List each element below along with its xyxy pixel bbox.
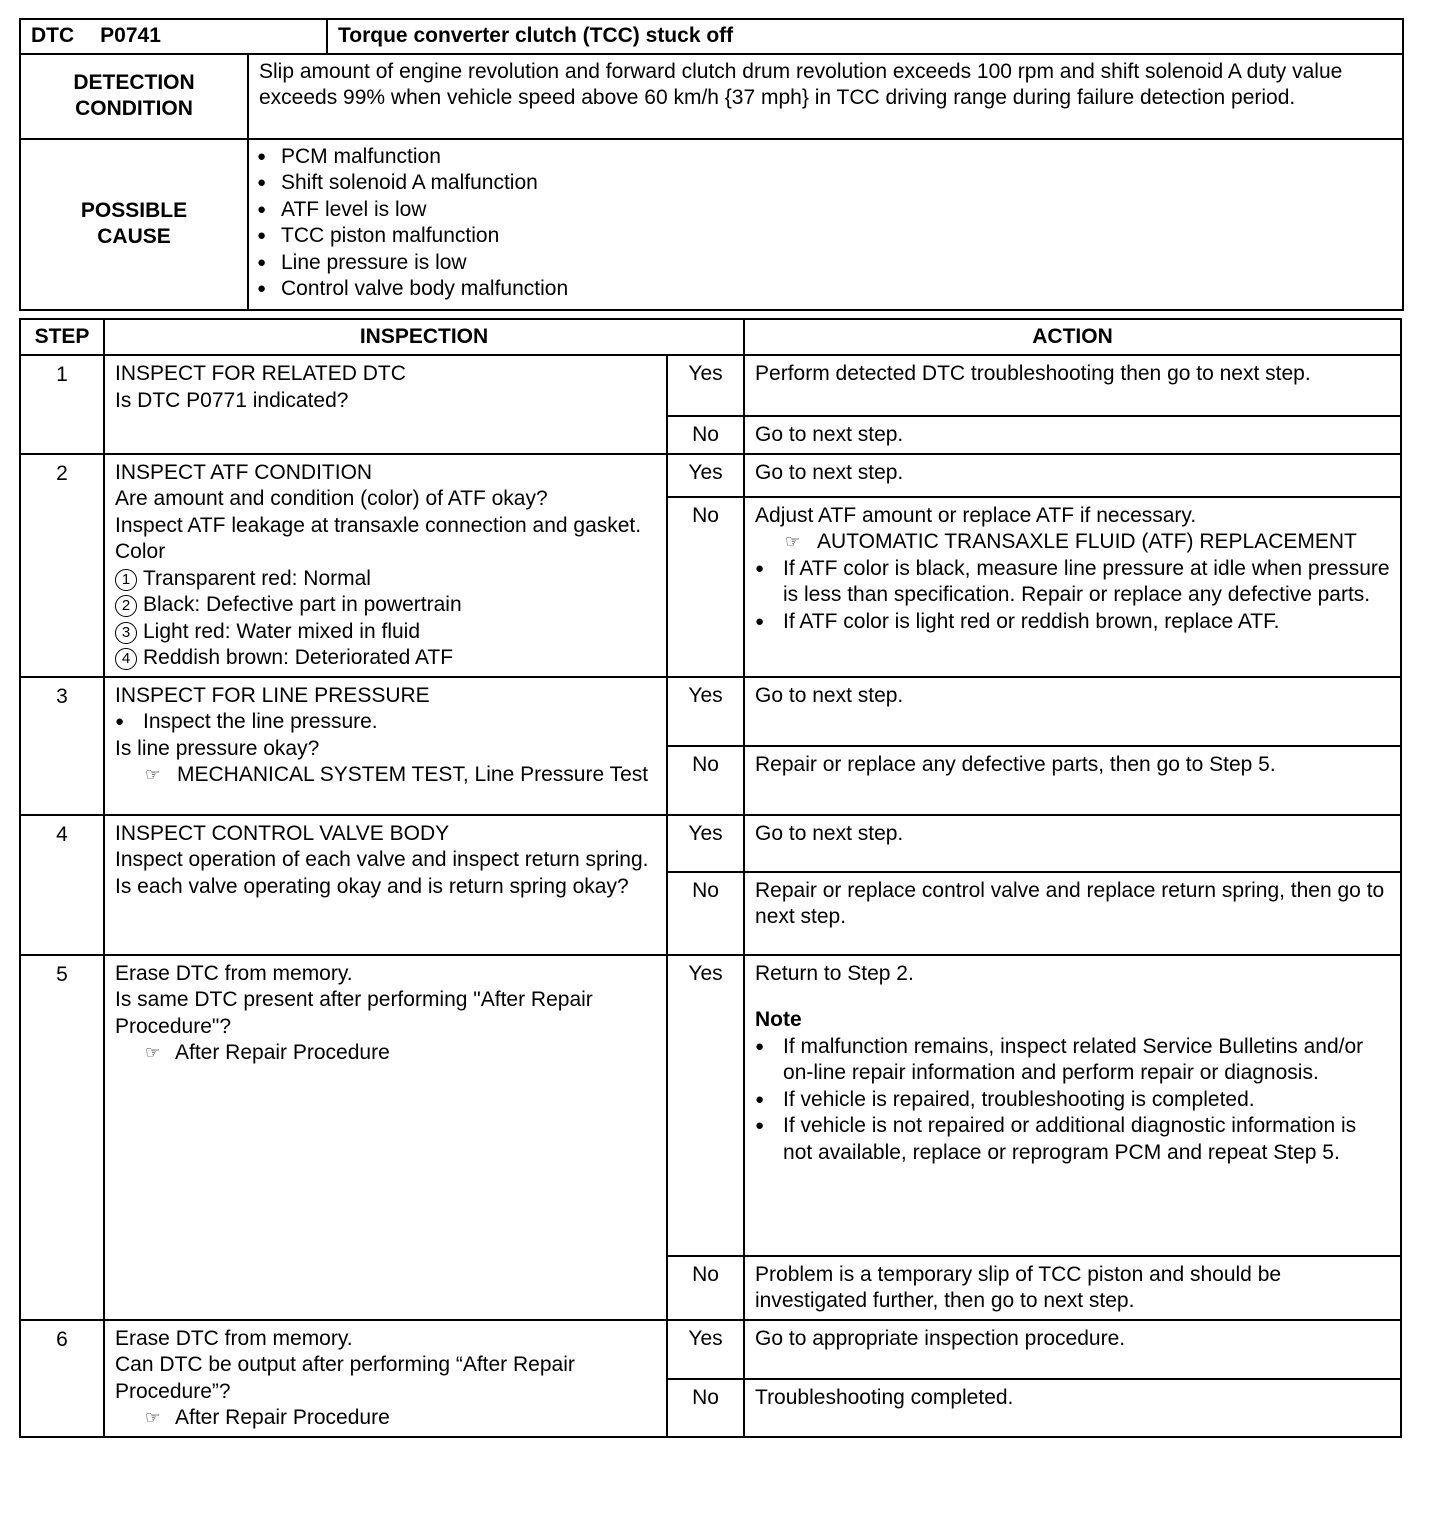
no-action: Repair or replace control valve and replace return spring, then go to next step. (744, 872, 1401, 955)
no-action: Go to next step. (744, 416, 1401, 454)
yes-label: Yes (667, 677, 744, 746)
yes-action: Go to next step. (744, 815, 1401, 872)
detection-condition-label: DETECTION CONDITION (20, 54, 248, 139)
cause-item: ● ATF level is low (251, 197, 1392, 224)
cause-item: ● TCC piston malfunction (251, 223, 1392, 250)
no-action: Problem is a temporary slip of TCC piston and should be investigated further, then go to next step. (744, 1256, 1401, 1320)
no-label: No (667, 746, 744, 815)
yes-action: Go to next step. (744, 677, 1401, 746)
step-number: 6 (20, 1320, 104, 1437)
note-heading: Note (755, 1008, 802, 1031)
table-row (20, 454, 1401, 497)
reference-icon: ☞ (785, 532, 801, 551)
yes-label: Yes (667, 355, 744, 416)
table-row (20, 1320, 1401, 1380)
action-bullet: ● If ATF color is light red or reddish brown, replace ATF. (755, 609, 1390, 636)
col-step-header: STEP (20, 319, 104, 355)
step-inspection: INSPECT CONTROL VALVE BODY Inspect operation of each valve and inspect return spring. Is each valve operating okay and is return spring okay? (104, 815, 667, 955)
step-inspection: Erase DTC from memory. Is same DTC present after performing "After Repair Procedure"? ☞ After Repair Procedure (104, 955, 667, 1320)
step-number: 5 (20, 955, 104, 1320)
yes-label: Yes (667, 815, 744, 872)
table-row (20, 355, 1401, 416)
action-bullet: ● If ATF color is black, measure line pressure at idle when pressure is less than specification. Repair or replace any defective parts. (755, 556, 1390, 609)
cause-item: ● Shift solenoid A malfunction (251, 170, 1392, 197)
dtc-title: Torque converter clutch (TCC) stuck off (327, 19, 1403, 54)
reference-link: MECHANICAL SYSTEM TEST, Line Pressure Test (177, 763, 649, 786)
note-bullet: ● If malfunction remains, inspect related Service Bulletins and/or on-line repair information and perform repair or diagnosis. (755, 1034, 1390, 1087)
possible-cause-list (251, 144, 1392, 303)
reference-link: After Repair Procedure (175, 1406, 390, 1429)
yes-action: Go to appropriate inspection procedure. (744, 1320, 1401, 1380)
step-inspection: INSPECT ATF CONDITION Are amount and condition (color) of ATF okay? Inspect ATF leakage at transaxle connection and gasket. Color 1 Transparent red: Normal 2 Black: Defective part in powertrain 3 Light red: Water mixed in fluid 4 Reddish brown: Deteriorated ATF (104, 454, 667, 677)
circled-number: 1 (115, 569, 137, 591)
yes-action: Return to Step 2. Note ● If malfunction remains, inspect related Service Bulletins and/or on-line repair information and perform repair or diagnosis. ● If vehicle is repaired, troubleshooting is completed. ● If vehicle is not repaired or additional diagnostic information is not available, replace or reprogram PCM and repeat Step 5. (744, 955, 1401, 1256)
step-number: 3 (20, 677, 104, 815)
cause-item: ● Control valve body malfunction (251, 276, 1392, 303)
step-inspection: INSPECT FOR LINE PRESSURE ● Inspect the line pressure. Is line pressure okay? ☞ MECHANICAL SYSTEM TEST, Line Pressure Test (104, 677, 667, 815)
step-inspection: Erase DTC from memory. Can DTC be output after performing “After Repair Procedure”? ☞ After Repair Procedure (104, 1320, 667, 1437)
step-number: 1 (20, 355, 104, 454)
dtc-code: P0741 (100, 24, 161, 47)
no-label: No (667, 416, 744, 454)
detection-condition-text: Slip amount of engine revolution and forward clutch drum revolution exceeds 100 rpm and shift solenoid A duty value exceeds 99% when vehicle speed above 60 km/h {37 mph} in TCC driving range during failure detection period. (248, 54, 1403, 139)
table-row (20, 815, 1401, 872)
table-row (20, 677, 1401, 746)
yes-label: Yes (667, 955, 744, 1256)
no-label: No (667, 872, 744, 955)
step-number: 4 (20, 815, 104, 955)
no-action: Adjust ATF amount or replace ATF if necessary. ☞ AUTOMATIC TRANSAXLE FLUID (ATF) REPLACEMENT ● If ATF color is black, measure line pressure at idle when pressure is less than specification. Repair or replace any defective parts. ● If ATF color is light red or reddish brown, replace ATF. (744, 497, 1401, 677)
col-action-header: ACTION (744, 319, 1401, 355)
circled-number: 3 (115, 622, 137, 644)
no-action: Troubleshooting completed. (744, 1379, 1401, 1436)
no-label: No (667, 497, 744, 677)
dtc-label: DTC (31, 24, 75, 47)
inspection-table (19, 318, 1402, 1438)
note-bullet: ● If vehicle is repaired, troubleshooting is completed. (755, 1087, 1390, 1114)
no-action: Repair or replace any defective parts, then go to Step 5. (744, 746, 1401, 815)
reference-icon: ☞ (145, 1408, 161, 1427)
circled-number: 2 (115, 595, 137, 617)
yes-action: Go to next step. (744, 454, 1401, 497)
cause-item: ● PCM malfunction (251, 144, 1392, 171)
yes-label: Yes (667, 1320, 744, 1380)
circled-number: 4 (115, 648, 137, 670)
yes-action: Perform detected DTC troubleshooting then go to next step. (744, 355, 1401, 416)
inspection-bullet: ● Inspect the line pressure. (115, 709, 656, 736)
step-number: 2 (20, 454, 104, 677)
step-inspection: INSPECT FOR RELATED DTC Is DTC P0771 indicated? (104, 355, 667, 454)
reference-icon: ☞ (145, 1043, 161, 1062)
col-inspection-header: INSPECTION (104, 319, 744, 355)
cause-item: ● Line pressure is low (251, 250, 1392, 277)
reference-link: AUTOMATIC TRANSAXLE FLUID (ATF) REPLACEMENT (817, 530, 1357, 553)
possible-cause-label: POSSIBLE CAUSE (20, 139, 248, 310)
table-row (20, 955, 1401, 1256)
yes-label: Yes (667, 454, 744, 497)
dtc-code-cell (20, 19, 327, 54)
reference-icon: ☞ (145, 765, 161, 784)
possible-cause-list-cell (248, 139, 1403, 310)
dtc-header-table (19, 18, 1404, 311)
no-label: No (667, 1379, 744, 1436)
reference-link: After Repair Procedure (175, 1041, 390, 1064)
no-label: No (667, 1256, 744, 1320)
note-bullet: ● If vehicle is not repaired or additional diagnostic information is not available, replace or reprogram PCM and repeat Step 5. (755, 1113, 1390, 1166)
table-header-row (20, 319, 1401, 355)
